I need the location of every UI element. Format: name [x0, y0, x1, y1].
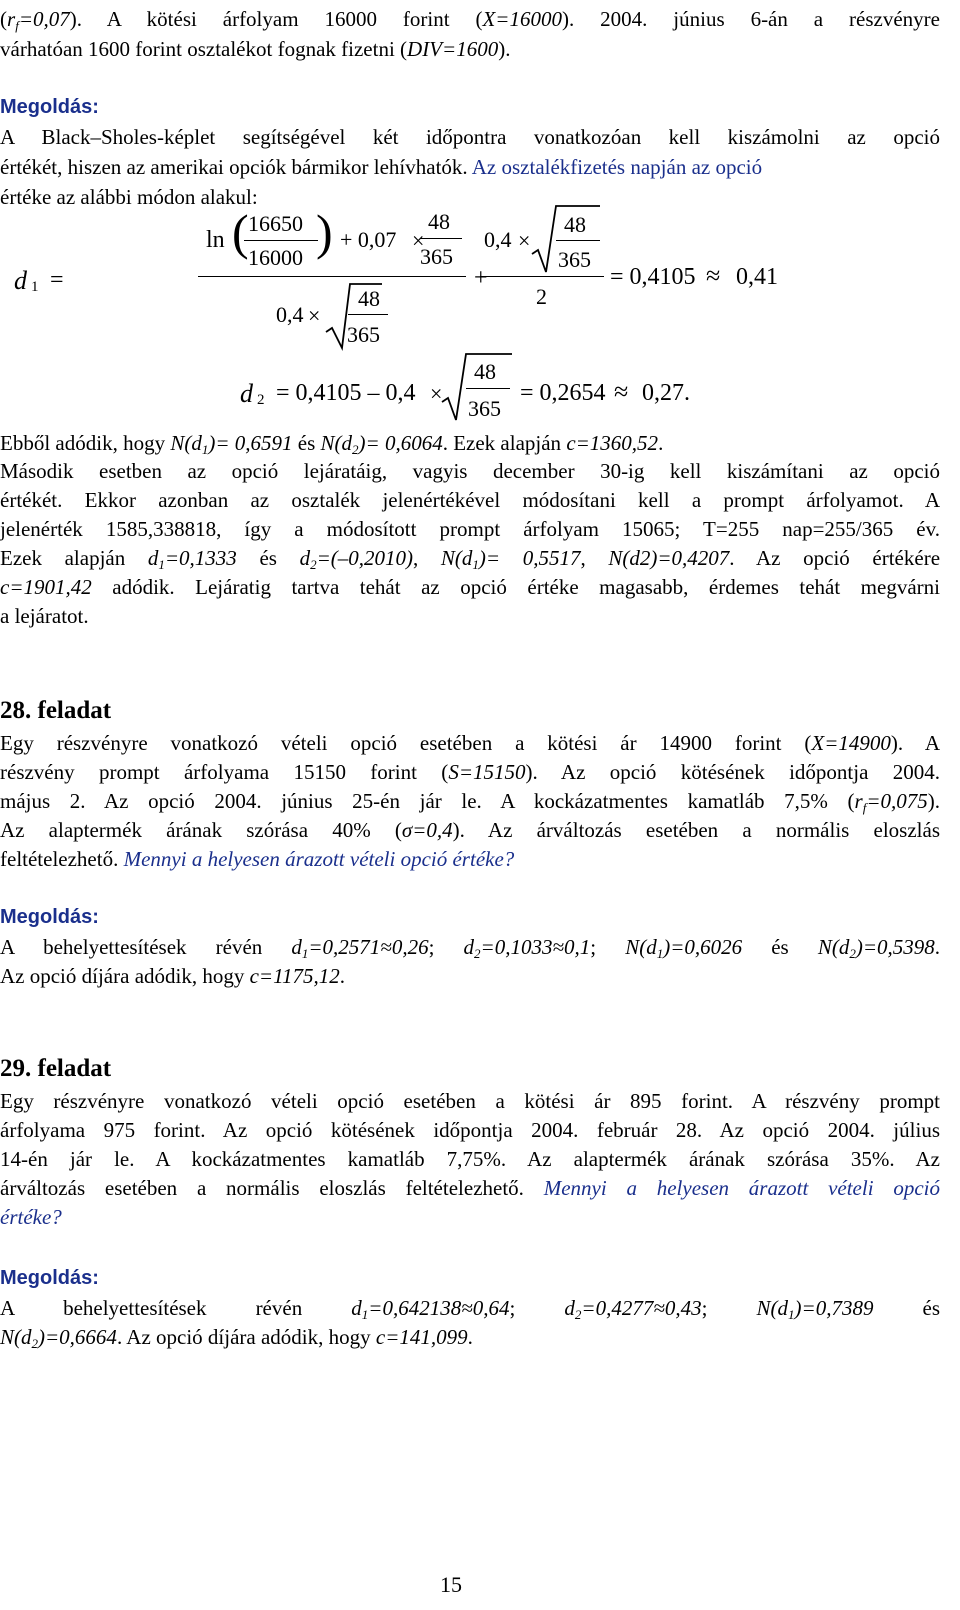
after-line-6: c=1901,42 adódik. Lejáratig tartva tehát az opció értéke magasabb, érdemes tehát megvárni	[0, 575, 940, 599]
task29-solution-2: $N(d_2)=0,6664$. Az opció díjára adódik, hogy c=141,099.	[0, 1325, 473, 1351]
task29-line-3: 14-én jár le. A kockázatmentes kamatláb 7,75%. Az alaptermék árának szórása 35%. Az	[0, 1147, 940, 1171]
solution-heading-1: Megoldás:	[0, 96, 99, 118]
after-line-3: értékét. Ekkor azonban az osztalék jelenértékével módosítani kell a prompt árfolyamot. A	[0, 488, 940, 512]
task28-solution-1: A behelyettesítések révén $d_1=0,2571\approx 0,26$; $d_2=0,1033\approx 0,1$; $N(d_1)=0,6026$ és $N(d_2)=0,5398$.	[0, 935, 940, 961]
solution-heading-28: Megoldás:	[0, 906, 99, 928]
task29-line-1: Egy részvényre vonatkozó vételi opció esetében a kötési ár 895 forint. A részvény prompt	[0, 1089, 940, 1113]
task28-title: 28. feladat	[0, 697, 112, 724]
page-number: 15	[440, 1572, 462, 1597]
task28-line-2: részvény prompt árfolyama 15150 forint (S=15150). Az opció kötésének időpontja 2004.	[0, 760, 940, 784]
task29-solution-1: A behelyettesítések révén $d_1=0,642138\approx 0,64$; $d_2=0,4277\approx 0,43$; $N(d_1)=0,7389$ és	[0, 1296, 941, 1322]
after-line-4: jelenérték 1585,338818, így a módosított prompt árfolyam 15065; T=255 nap=255/365 év.	[0, 517, 940, 541]
intro-line-2: várhatóan 1600 forint osztalékot fognak fizetni (DIV=1600).	[0, 37, 511, 61]
after-line-5: Ezek alapján $d_1=0,1333$ és $d_2=(-0,2010)$, $N(d_1)= 0,5517$, N(d2)=0,4207. Az opció értékére	[0, 546, 941, 572]
solution-heading-29: Megoldás:	[0, 1267, 99, 1289]
task28-line-4: Az alaptermék árának szórása 40% (σ=0,4). Az árváltozás esetében a normális eloszlás	[0, 818, 940, 842]
solution1-line-2: értékét, hiszen az amerikai opciók bármikor lehívhatók. Az osztalékfizetés napján az opció	[0, 155, 763, 179]
task29-line-4: árváltozás esetében a normális eloszlás feltételezhető. Mennyi a helyesen árazott vételi opció	[0, 1176, 940, 1200]
after-line-1: Ebből adódik, hogy $N(d_1)= 0,6591$ és $N(d_2)= 0,6064$. Ezek alapján c=1360,52.	[0, 431, 664, 457]
solution1-line-3: értéke az alábbi módon alakul:	[0, 185, 258, 209]
task28-line-5: feltételezhető. Mennyi a helyesen árazott vételi opció értéke?	[0, 847, 515, 871]
after-line-2: Második esetben az opció lejáratáig, vagyis december 30-ig kell kiszámítani az opció	[0, 459, 940, 483]
task28-question: Mennyi a helyesen árazott vételi opció értéke?	[123, 847, 515, 871]
intro-line-1: $(r_f=0,07)$. A kötési árfolyam 16000 forint (X=16000). 2004. június 6-án a részvényre	[0, 7, 940, 33]
solution1-line-1: A Black–Sholes-képlet segítségével két időpontra vonatkozóan kell kiszámolni az opció	[0, 125, 940, 149]
task28-line-1: Egy részvényre vonatkozó vételi opció esetében a kötési ár 14900 forint (X=14900). A	[0, 731, 941, 755]
task29-title: 29. feladat	[0, 1055, 112, 1082]
after-line-7: a lejáratot.	[0, 604, 89, 628]
task29-line-2: árfolyama 975 forint. Az opció kötésének időpontja 2004. február 28. Az opció 2004. július	[0, 1118, 940, 1142]
task28-solution-2: Az opció díjára adódik, hogy c=1175,12.	[0, 964, 346, 988]
task29-question: Mennyi a helyesen árazott vételi opció	[543, 1176, 940, 1200]
task28-line-3: május 2. Az opció 2004. június 25-én jár le. A kockázatmentes kamatláb 7,5% $(r_f=0,075)$.	[0, 789, 940, 815]
task29-line-5: értéke?	[0, 1205, 62, 1229]
